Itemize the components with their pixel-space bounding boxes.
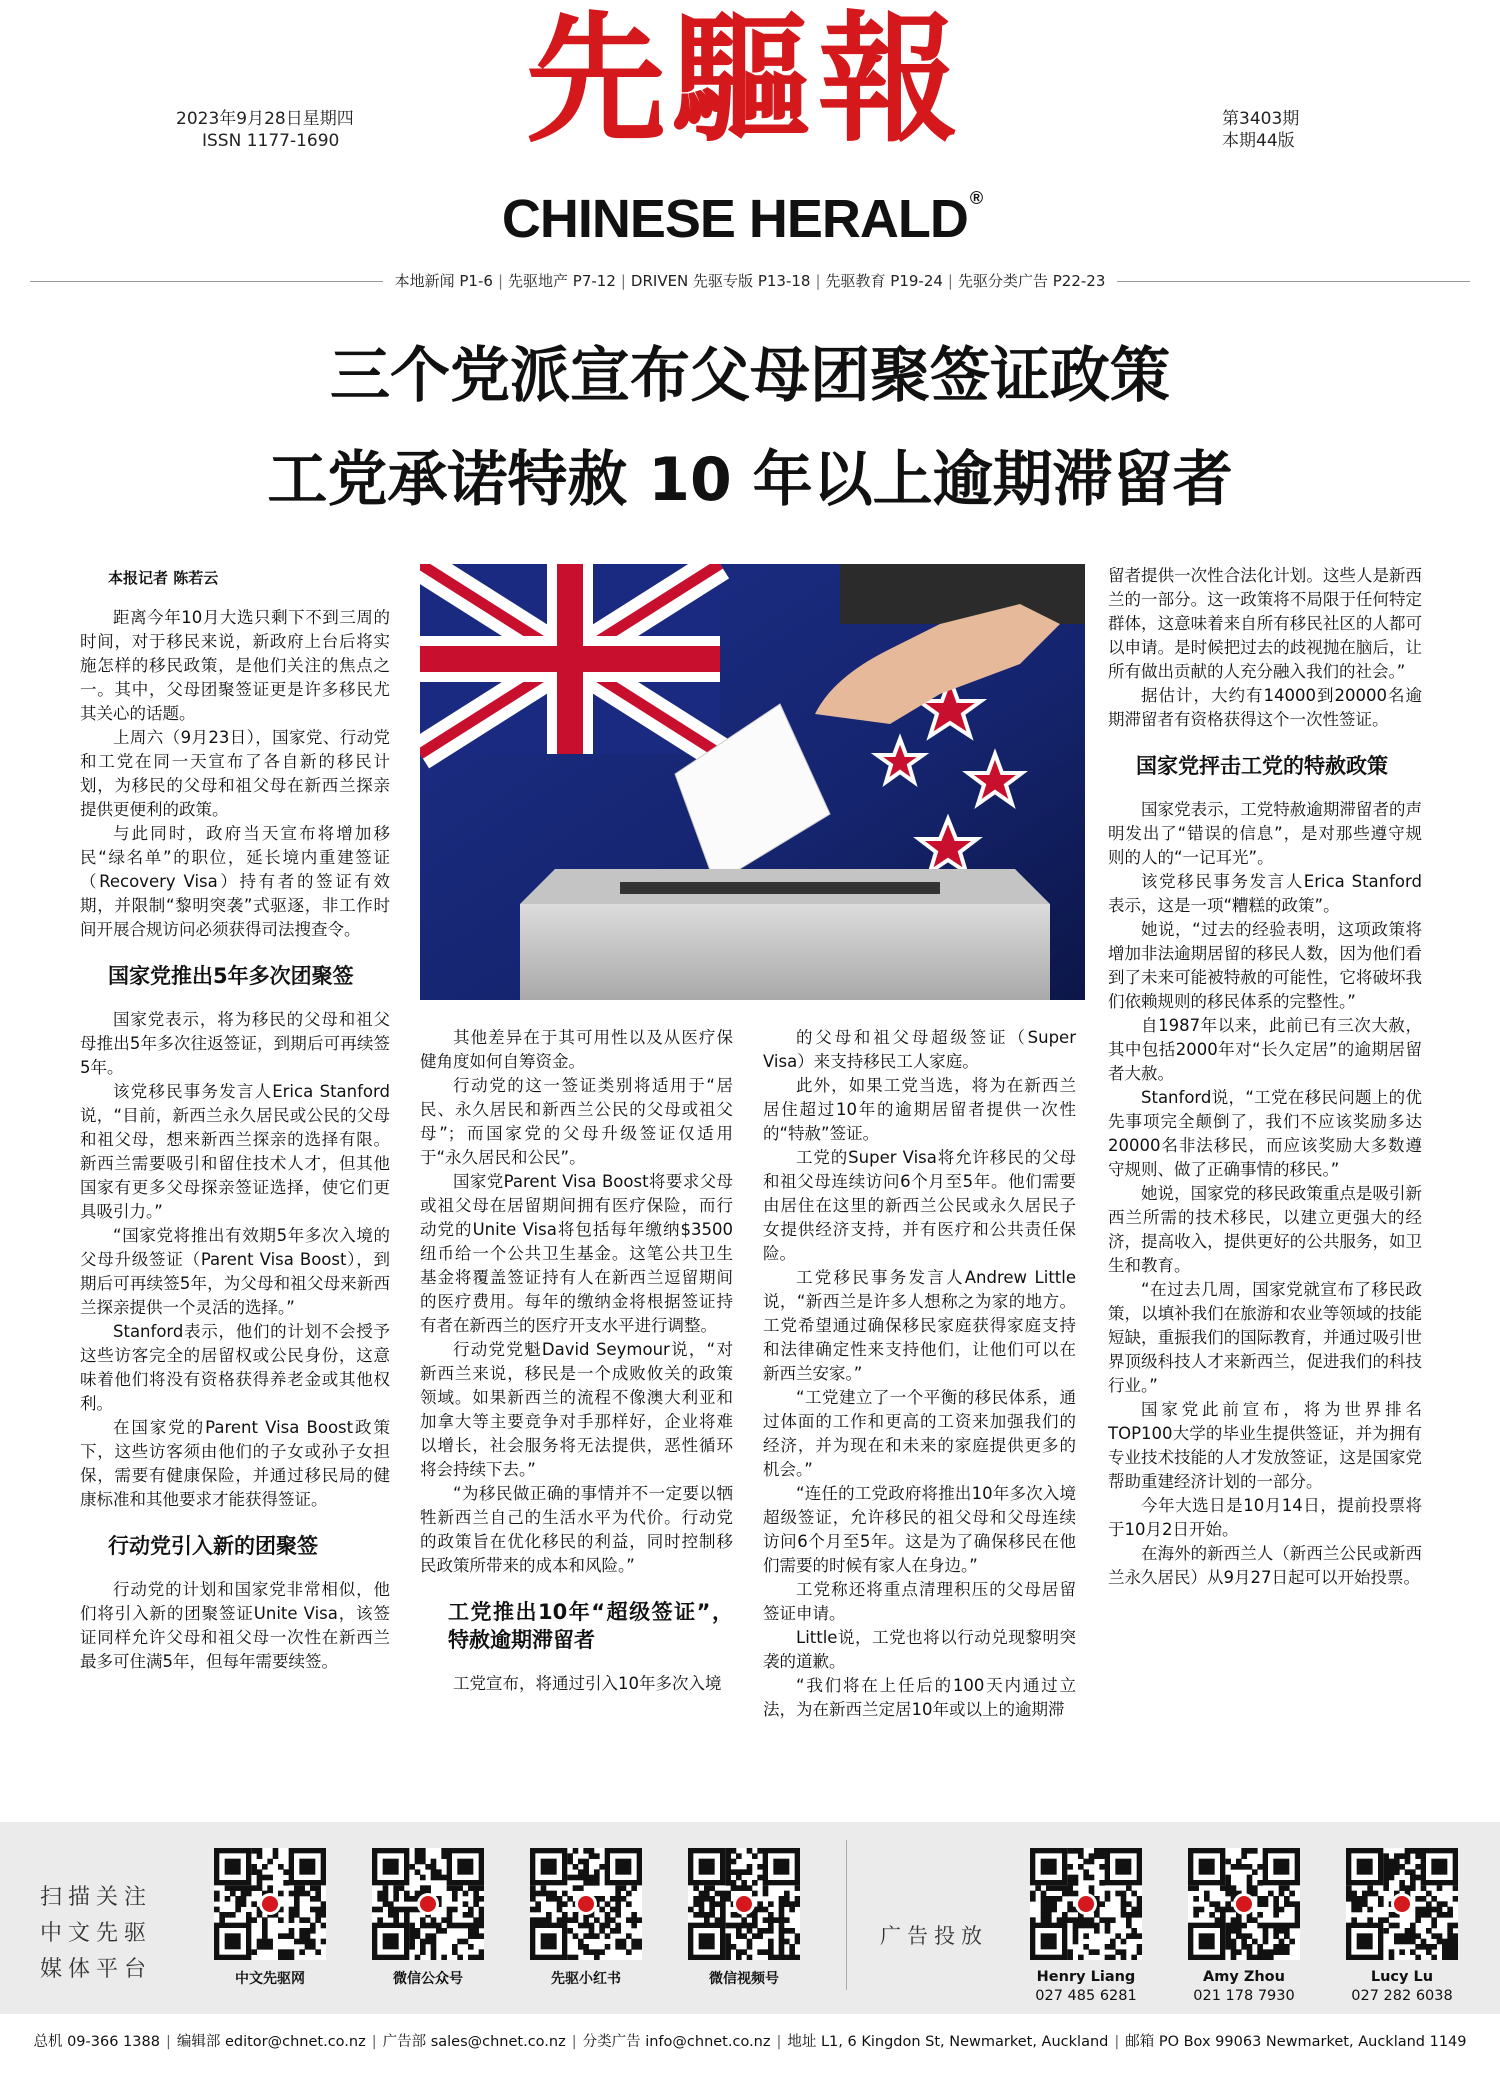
paragraph: 上周六（9月23日），国家党、行动党和工党在同一天宣布了各自新的移民计划，为移民的父母和祖父母在新西兰探亲提供更便利的政策。 (80, 728, 390, 819)
section-index (30, 270, 1470, 291)
qr-code-icon[interactable] (530, 1848, 642, 1960)
paragraph: 据估计，大约有14000到20000名逾期滞留者有资格获得这个一次性签证。 (1108, 686, 1422, 729)
ad-contact-amy[interactable] (1174, 1848, 1314, 2006)
paragraph: 此外，如果工党当选，将为在新西兰居住超过10年的逾期居留者提供一次性的“特赦”签证。 (763, 1076, 1076, 1143)
paragraph: 行动党的这一签证类别将适用于“居民、永久居民和新西兰公民的父母或祖父母”；而国家党的父母升级签证仅适用于“永久居民和公民”。 (420, 1076, 733, 1167)
paragraph: 该党移民事务发言人Erica Stanford表示，这是一项“糟糕的政策”。 (1108, 872, 1422, 915)
email-sales[interactable]: 广告部 sales@chnet.co.nz (382, 2034, 566, 2050)
subheading: 国家党抨击工党的特赦政策 (1136, 754, 1388, 778)
section-link[interactable]: 本地新闻 P1-6 (394, 272, 493, 290)
article-column-4 (1108, 564, 1422, 1590)
headline-line-2: 工党承诺特赦 10 年以上逾期滞留者 (267, 445, 1233, 515)
issn: ISSN 1177-1690 (202, 131, 340, 151)
paragraph: 国家党表示，将为移民的父母和祖父母推出5年多次往返签证，到期后可再续签5年。 (80, 1010, 390, 1077)
paragraph: Stanford说，“工党在移民问题上的优先事项完全颠倒了，我们不应该奖励多达20000名非法移民，而应该奖励大多数遵守规则、做了正确事情的移民。” (1108, 1088, 1422, 1179)
paragraph: 留者提供一次性合法化计划。这些人是新西兰的一部分。这一政策将不局限于任何特定群体，这意味着来自所有移民社区的人都可以申请。是时候把过去的歧视抛在脑后，让所有做出贡献的人充分融入我们的社会。” (1108, 566, 1422, 681)
union-jack-icon (420, 564, 720, 754)
masthead-left (176, 108, 354, 152)
contact-phone[interactable]: 021 178 7930 (1193, 1988, 1295, 2004)
qr-block-xiaohongshu[interactable] (506, 1848, 666, 1988)
paragraph: 行动党党魁David Seymour说，“对新西兰来说，移民是一个成败攸关的政策领域。如果新西兰的流程不像澳大利亚和加拿大等主要竞争对手那样好，企业将难以增长，社会服务将无法提供，恶性循环将会持续下去。” (420, 1340, 733, 1479)
qr-block-video[interactable] (664, 1848, 824, 1988)
paragraph: “工党建立了一个平衡的移民体系，通过体面的工作和更高的工资来加强我们的经济，并为现在和未来的家庭提供更多的机会。” (763, 1388, 1076, 1479)
contact-bar: 总机 09-366 1388 | 编辑部 editor@chnet.co.nz | 广告部 sales@chnet.co.nz | 分类广告 info@chnet.co.nz | 地址 L1, 6 Kingdon St, Newmarket, Auckland | 邮箱 PO Box 99063 Newmarket, Auckland 1149 (33, 2034, 1467, 2050)
paragraph: 与此同时，政府当天宣布将增加移民“绿名单”的职位，延长境内重建签证（Recovery Visa）持有者的签证有效期，并限制“黎明突袭”式驱逐，非工作时间开展合规访问必须获得司法搜查令。 (80, 824, 390, 939)
paragraph: 工党称还将重点清理积压的父母居留签证申请。 (763, 1580, 1076, 1623)
paragraph: 工党宣布，将通过引入10年多次入境 (453, 1674, 722, 1693)
masthead-right (1222, 108, 1299, 152)
contact-name: Lucy Lu (1370, 1969, 1434, 1985)
paragraph: 她说，国家党的移民政策重点是吸引新西兰所需的技术移民，以建立更强大的经济，提高收入，提供更好的公共服务，如卫生和教育。 (1108, 1184, 1422, 1275)
subheading: 国家党推出5年多次团聚签 (108, 964, 354, 988)
qr-block-website[interactable] (190, 1848, 350, 1988)
subheading: 行动党引入新的团聚签 (108, 1534, 318, 1558)
article-column-2 (420, 1026, 733, 1696)
po-box: 邮箱 PO Box 99063 Newmarket, Auckland 1149 (1125, 2034, 1467, 2050)
logo-chinese-text: 先驅報 (525, 6, 965, 146)
paragraph: 该党移民事务发言人Erica Stanford说，“目前，新西兰永久居民或公民的父母和祖父母，想来新西兰探亲的选择有限。新西兰需要吸引和留住技术人才，但其他国家有更多父母探亲签证选择，使它们更具吸引力。” (80, 1082, 390, 1221)
article-column-1 (80, 566, 390, 1674)
headline-line-1: 三个党派宣布父母团聚签证政策 (330, 341, 1170, 411)
qr-code-icon[interactable] (214, 1848, 326, 1960)
paragraph: 距离今年10月大选只剩下不到三周的时间，对于移民来说，新政府上台后将实施怎样的移民政策，是他们关注的焦点之一。其中，父母团聚签证更是许多移民尤其关心的话题。 (80, 608, 390, 723)
contact-phone[interactable]: 027 485 6281 (1035, 1988, 1137, 2004)
email-editor[interactable]: 编辑部 editor@chnet.co.nz (176, 2034, 366, 2050)
contact-name: Amy Zhou (1203, 1969, 1285, 1985)
issue-number: 第3403期 (1222, 109, 1300, 129)
phone-main[interactable]: 总机 09-366 1388 (33, 2034, 160, 2050)
newspaper-logo-chinese (460, 6, 1030, 146)
qr-caption: 微信公众号 (393, 1971, 463, 1987)
email-classifieds[interactable]: 分类广告 info@chnet.co.nz (582, 2034, 771, 2050)
paragraph: “在过去几周，国家党就宣布了移民政策，以填补我们在旅游和农业等领域的技能短缺，重振我们的国际教育，并通过吸引世界顶级科技人才来新西兰，促进我们的科技行业。” (1108, 1280, 1422, 1395)
qr-code-icon[interactable] (1346, 1848, 1458, 1960)
qr-code-icon[interactable] (372, 1848, 484, 1960)
paragraph: “国家党将推出有效期5年多次入境的父母升级签证（Parent Visa Boost），到期后可再续签5年，为父母和祖父母来新西兰探亲提供一个灵活的选择。” (80, 1226, 390, 1317)
contact-name: Henry Liang (1036, 1969, 1136, 1985)
paragraph: 今年大选日是10月14日，提前投票将于10月2日开始。 (1108, 1496, 1422, 1539)
page-count: 本期44版 (1222, 131, 1295, 151)
ballot-box-icon (520, 904, 1050, 1000)
advertising-label: 广告投放 (880, 1924, 988, 1948)
paragraph: 她说，“过去的经验表明，这项政策将增加非法逾期居留的移民人数，因为他们看到了未来可能被特赦的可能性，它将破坏我们依赖规则的移民体系的完整性。” (1108, 920, 1422, 1011)
byline: 本报记者 陈若云 (108, 569, 219, 587)
scan-follow-label: 扫描关注中文先驱媒体平台 (40, 1885, 153, 1982)
paragraph: 工党的Super Visa将允许移民的父母和祖父母连续访问6个月至5年。他们需要由居住在这里的新西兰公民或永久居民子女提供经济支持，并有医疗和公共责任保险。 (763, 1148, 1076, 1263)
paragraph: “我们将在上任后的100天内通过立法，为在新西兰定居10年或以上的逾期滞 (763, 1676, 1076, 1719)
logo-english-text: CHINESE HERALD (501, 189, 968, 249)
paragraph: 国家党此前宣布，将为世界排名TOP100大学的毕业生提供签证，并为拥有专业技术技能的人才发放签证，这是国家党帮助重建经济计划的一部分。 (1108, 1400, 1422, 1491)
section-link[interactable]: DRIVEN 先驱专版 P13-18 (630, 272, 811, 290)
ad-contact-lucy[interactable] (1332, 1848, 1472, 2006)
paragraph: 行动党的计划和国家党非常相似，他们将引入新的团聚签证Unite Visa，该签证同样允许父母和祖父母一次性在新西兰最多可住满5年，但每年需要续签。 (80, 1580, 390, 1671)
paragraph: 工党移民事务发言人Andrew Little说，“新西兰是许多人想称之为家的地方。工党希望通过确保移民家庭获得家庭支持和法律确定性来支持他们，让他们可以在新西兰安家。” (763, 1268, 1076, 1383)
footer-divider (846, 1840, 847, 1990)
section-link[interactable]: 先驱地产 P7-12 (508, 272, 616, 290)
paragraph: 国家党Parent Visa Boost将要求父母或祖父母在居留期间拥有医疗保险，而行动党的Unite Visa将包括每年缴纳$3500纽币给一个公共卫生基金。这笔公共卫生基金将覆盖签证持有人在新西兰逗留期间的医疗费用。每年的缴纳金将根据签证持有者在新西兰的医疗开支水平进行调整。 (420, 1172, 733, 1335)
qr-caption: 中文先驱网 (235, 1971, 305, 1987)
section-link[interactable]: 先驱教育 P19-24 (825, 272, 943, 290)
qr-code-icon[interactable] (1188, 1848, 1300, 1960)
ballot-slot (620, 882, 940, 894)
section-index-row: 本地新闻 P1-6 | 先驱地产 P7-12 | DRIVEN 先驱专版 P13-18 | 先驱教育 P19-24 | 先驱分类广告 P22-23 (383, 272, 1118, 290)
paragraph: Little说，工党也将以行动兑现黎明突袭的道歉。 (763, 1628, 1076, 1671)
contact-phone[interactable]: 027 282 6038 (1351, 1988, 1453, 2004)
paragraph: 在国家党的Parent Visa Boost政策下，这些访客须由他们的子女或孙子女担保，需要有健康保险，并通过移民局的健康标准和其他要求才能获得签证。 (80, 1418, 390, 1509)
address: 地址 L1, 6 Kingdon St, Newmarket, Auckland (787, 2034, 1109, 2050)
paragraph: 的父母和祖父母超级签证（Super Visa）来支持移民工人家庭。 (763, 1028, 1076, 1071)
paragraph: 自1987年以来，此前已有三次大赦，其中包括2000年对“长久定居”的逾期居留者大赦。 (1108, 1016, 1422, 1083)
ballot-flag-photo (420, 564, 1085, 1000)
paragraph: “连任的工党政府将推出10年多次入境超级签证，允许移民的祖父母和父母连续访问6个月至5年。这是为了确保移民在他们需要的时候有家人在身边。” (763, 1484, 1076, 1575)
registered-mark: ® (969, 188, 983, 208)
newspaper-logo-english (462, 188, 1022, 250)
paragraph: “为移民做正确的事情并不一定要以牺牲新西兰自己的生活水平为代价。行动党的政策旨在优化移民的利益，同时控制移民政策所带来的成本和风险。” (420, 1484, 733, 1575)
paragraph: 国家党表示，工党特赦逾期滞留者的声明发出了“错误的信息”，是对那些遵守规则的人的“一记耳光”。 (1108, 800, 1422, 867)
paragraph: 其他差异在于其可用性以及从医疗保健角度如何自筹资金。 (420, 1028, 733, 1071)
qr-caption: 先驱小红书 (551, 1971, 621, 1987)
paragraph: Stanford表示，他们的计划不会授予这些访客完全的居留权或公民身份，这意味着他们将没有资格获得养老金或其他权利。 (80, 1322, 390, 1413)
qr-block-wechat[interactable] (348, 1848, 508, 1988)
suit-sleeve (840, 564, 1085, 624)
paragraph: 在海外的新西兰人（新西兰公民或新西兰永久居民）从9月27日起可以开始投票。 (1108, 1544, 1422, 1587)
qr-caption: 微信视频号 (709, 1971, 779, 1987)
ad-contact-henry[interactable] (1016, 1848, 1156, 2006)
section-link[interactable]: 先驱分类广告 P22-23 (957, 272, 1106, 290)
qr-code-icon[interactable] (1030, 1848, 1142, 1960)
issue-date: 2023年9月28日星期四 (176, 109, 354, 129)
subheading: 工党推出10年“超级签证”，特赦逾期滞留者 (448, 1600, 733, 1652)
qr-code-icon[interactable] (688, 1848, 800, 1960)
article-column-3 (763, 1026, 1076, 1722)
